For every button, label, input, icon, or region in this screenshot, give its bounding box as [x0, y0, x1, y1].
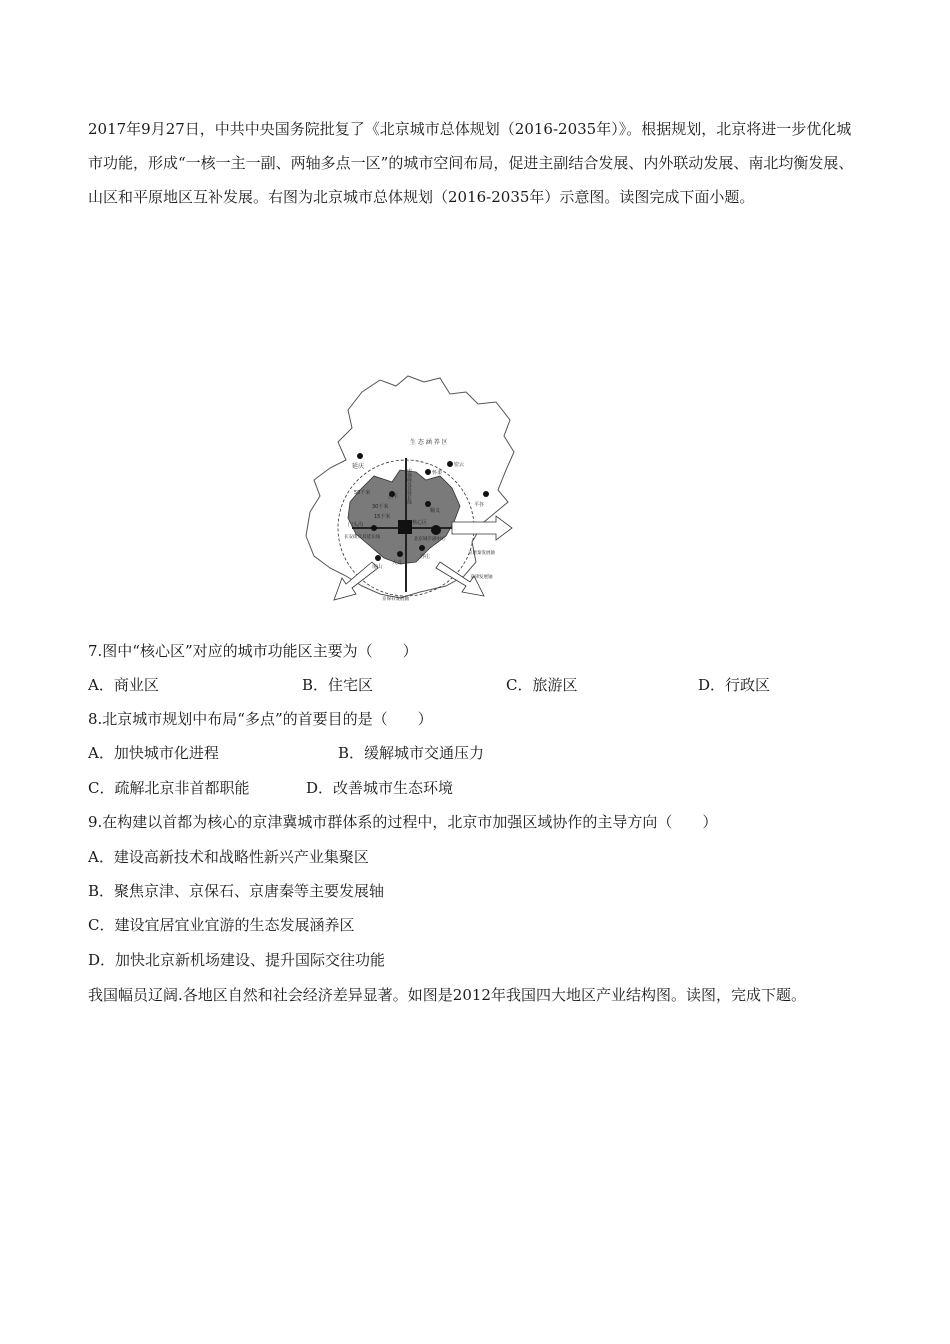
miyun-label: 密云 [454, 462, 465, 468]
eco-zone-label: 生 态 涵 养 区 [410, 439, 448, 446]
changan-label: 长安街及其延长线 [344, 535, 380, 540]
jingjin-label: 京津发展轴 [470, 575, 493, 580]
q8-stem: 8.北京城市规划中布局“多点”的首要目的是（ ） [88, 710, 433, 728]
daxing-dot [397, 551, 403, 557]
jingbaoshi-label: 京保石发展轴 [382, 597, 409, 602]
yizhuang-label: 亦庄 [420, 554, 431, 560]
shunyi-label: 顺义 [430, 508, 441, 514]
q9-option-b[interactable]: B．聚焦京津、京保石、京唐秦等主要发展轴 [88, 882, 385, 900]
q7-option-c[interactable]: C．旅游区 [506, 676, 578, 694]
yanqing-dot [357, 453, 363, 459]
intro-paragraph: 2017年9月27日，中共中央国务院批复了《北京城市总体规划（2016-2035年）》。根据规划，北京将进一步优化城市功能，形成“一核一主一副、两轴多点一区”的城市空间布局，促进主副结合发展、内外联动发展、南北均衡发展、山区和平原地区互补发展。右图为北京城市总体规划（2016-2035年）示意图。读图完成下面小题。 [88, 120, 854, 206]
km50-label: 50千米 [354, 490, 371, 496]
q8-option-a[interactable]: A．加快城市化进程 [88, 744, 219, 762]
huairou-dot [425, 469, 431, 475]
q7-option-b[interactable]: B．住宅区 [302, 676, 374, 694]
fangshan-dot [375, 555, 381, 561]
mentougou-label: 门头沟 [348, 522, 364, 528]
q9-option-c[interactable]: C．建设宜居宜业宜游的生态发展涵养区 [88, 916, 355, 934]
shunyi-dot [425, 501, 431, 507]
mentougou-dot [371, 525, 377, 531]
q9-stem: 9.在构建以首都为核心的京津冀城市群体系的过程中，北京市加强区域协作的主导方向（ ） [88, 813, 718, 831]
q7-stem: 7.图中“核心区”对应的城市功能区主要为（ ） [88, 642, 418, 660]
miyun-dot [447, 461, 453, 467]
km30-label: 30千米 [372, 504, 389, 510]
daxing-label: 大兴 [392, 560, 403, 566]
q7-option-d[interactable]: D．行政区 [698, 676, 771, 694]
q7-option-a[interactable]: A．商业区 [88, 676, 159, 694]
map-svg [300, 372, 532, 612]
q8-option-c[interactable]: C．疏解北京非首都职能 [88, 779, 250, 797]
core-label: 核心区 [412, 520, 428, 526]
yanqing-label: 延庆 [352, 463, 365, 470]
fangshan-label: 房山 [372, 564, 383, 570]
closing-paragraph: 我国幅员辽阔.各地区自然和社会经济差异显著。如图是2012年我国四大地区产业结构图。读图，完成下题。 [88, 986, 806, 1004]
jingtangqin-label: 京唐秦发展轴 [468, 551, 495, 556]
q9-option-a[interactable]: A．建设高新技术和战略性新兴产业集聚区 [88, 848, 369, 866]
changping-label: 昌平 [388, 494, 399, 500]
km15-label: 15千米 [374, 514, 391, 520]
tongzhou-label: 北京城市副中心 [414, 537, 446, 542]
core-area-mark [398, 520, 412, 534]
pinggu-label: 平谷 [474, 502, 485, 508]
q8-option-d[interactable]: D．改善城市生态环境 [306, 779, 454, 797]
beijing-plan-map [300, 372, 532, 612]
pinggu-dot [483, 491, 489, 497]
q8-option-b[interactable]: B．缓解城市交通压力 [338, 744, 485, 762]
huairou-label: 怀柔 [432, 470, 443, 476]
tongzhou-dot [431, 525, 441, 535]
central-axis-label: 中轴线及其延长线 [406, 468, 412, 504]
q9-option-d[interactable]: D．加快北京新机场建设、提升国际交往功能 [88, 951, 386, 969]
yizhuang-dot [419, 545, 425, 551]
